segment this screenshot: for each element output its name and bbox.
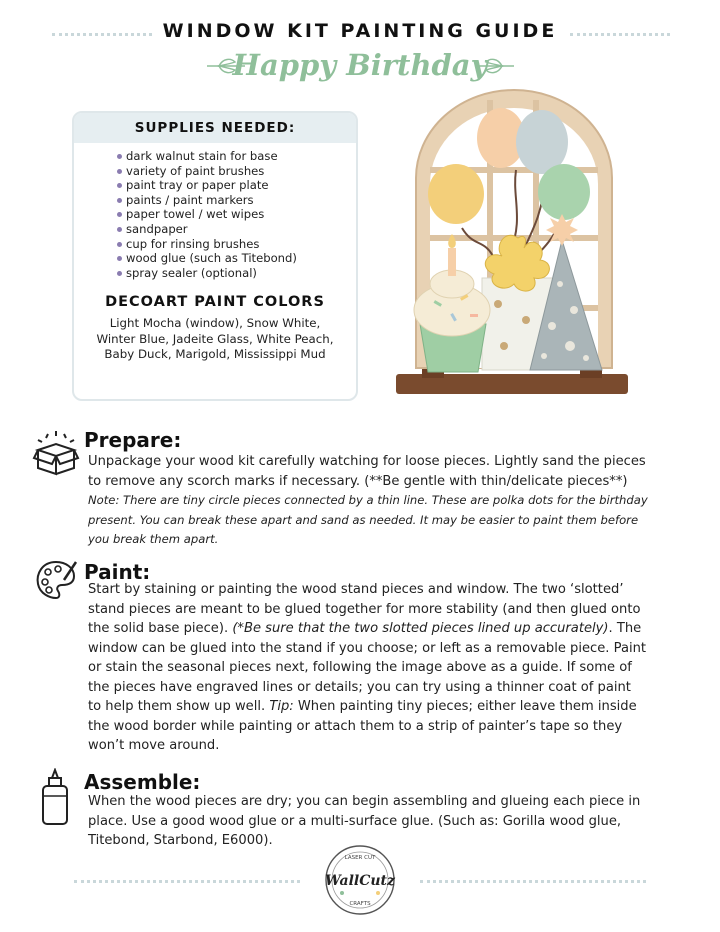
paint-body (88, 580, 648, 756)
paint-palette-icon (34, 558, 78, 602)
supply-item: variety of paint brushes (126, 164, 356, 179)
logo-brand-text: WallCutz (325, 873, 395, 889)
supply-item: spray sealer (optional) (126, 266, 356, 281)
prepare-title: Prepare: (84, 428, 182, 452)
page-subtitle: Happy Birthday (232, 48, 488, 82)
paint-text-3: When painting tiny pieces; either leave them inside the wood border while painting or attach them to a strip of painter’s tape so they won’t move around. (88, 699, 637, 753)
paint-colors-list: Light Mocha (window), Snow White, Winter Blue, Jadeite Glass, White Peach, Baby Duck, Marigold, Mississippi Mud (96, 316, 334, 362)
prepare-text: Unpackage your wood kit carefully watching for loose pieces. Lightly sand the pieces to remove any scorch marks if necessary. (**Be gentle with thin/delicate pieces**) (88, 454, 646, 489)
logo-top-text: LASER CUT (344, 855, 376, 861)
wallcutz-logo (320, 843, 400, 917)
supply-item: wood glue (such as Titebond) (126, 251, 356, 266)
logo-bottom-text: CRAFTS (349, 901, 371, 907)
prepare-body (88, 452, 648, 550)
assemble-body: When the wood pieces are dry; you can begin assembling and glueing each piece in place. Use a good wood glue or a multi-surface glue. (Such as: Gorilla wood glue, Titebond, Starbond, E6000). (88, 794, 641, 848)
supply-item: paints / paint markers (126, 193, 356, 208)
paint-title: Paint: (84, 560, 151, 584)
window-kit-image (394, 88, 634, 400)
paint-text-italic: (*Be sure that the two slotted pieces lined up accurately) (232, 621, 609, 636)
supply-item: dark walnut stain for base (126, 149, 356, 164)
leaf-right-icon (474, 56, 516, 76)
supplies-heading: SUPPLIES NEEDED: (74, 113, 356, 143)
gift-box-icon (32, 430, 80, 476)
supply-item: cup for rinsing brushes (126, 237, 356, 252)
paint-text-2: . The window can be glued into the stand if you choose; or left as a removable piece. Paint or stain the seasonal pieces next, following the image above as a guide. If some of the pieces have engraved lines or details; you can try using a thinner coat of paint to help them show up well. (88, 621, 647, 714)
supply-item: sandpaper (126, 222, 356, 237)
supply-item: paper towel / wet wipes (126, 207, 356, 222)
page-title: WINDOW KIT PAINTING GUIDE (162, 20, 558, 42)
footer-dots-left (74, 880, 300, 883)
supplies-box (72, 111, 358, 401)
paint-tip-label: Tip: (269, 699, 294, 714)
footer-dots-right (420, 880, 646, 883)
supply-item: paint tray or paper plate (126, 178, 356, 193)
supplies-list (74, 149, 356, 280)
paint-colors-heading: DECOART PAINT COLORS (105, 294, 325, 311)
assemble-title: Assemble: (84, 770, 201, 794)
glue-bottle-icon (40, 768, 70, 826)
prepare-note: Note: There are tiny circle pieces connected by a thin line. These are polka dots for the birthday present. You can break these apart and sand as needed. It may be easier to paint them before you break them apart. (88, 493, 648, 546)
paint-text-1: Start by staining or painting the wood stand pieces and window. The two ‘slotted’ stand pieces are meant to be glued together for more stability (and then glued onto the solid base piece). (88, 582, 641, 636)
